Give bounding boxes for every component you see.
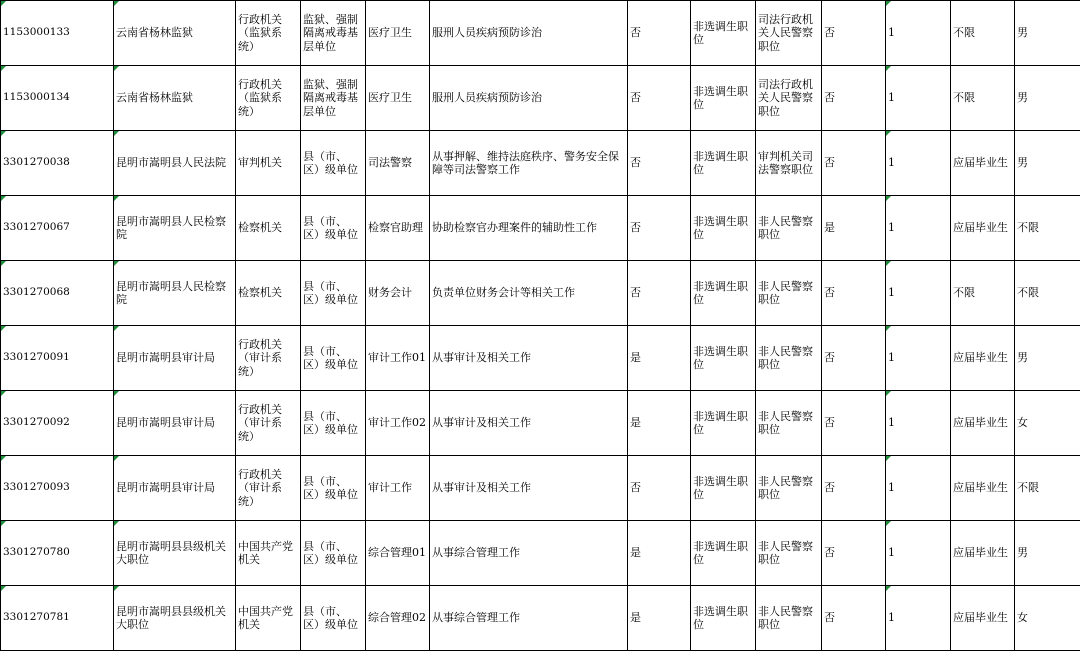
flag-cell-1: 否: [628, 131, 691, 196]
graduate-requirement-cell: 应届毕业生: [951, 456, 1015, 521]
job-duties-cell: 协助检察官办理案件的辅助性工作: [430, 196, 628, 261]
position-name-cell: 医疗卫生: [366, 1, 430, 66]
table-row: [1, 456, 1080, 521]
flag-cell-2: 否: [822, 1, 886, 66]
unit-type-cell: 行政机关（审计系统）: [236, 326, 301, 391]
flag-cell-2: 否: [822, 521, 886, 586]
position-code-cell: 3301270092: [1, 391, 114, 456]
gender-cell: 不限: [1015, 261, 1080, 326]
graduate-requirement-cell: 不限: [951, 66, 1015, 131]
position-name-cell: 财务会计: [366, 261, 430, 326]
unit-type-cell: 行政机关（监狱系统）: [236, 66, 301, 131]
headcount-cell: 1: [886, 326, 951, 391]
unit-type-cell: 中国共产党机关: [236, 521, 301, 586]
flag-cell-1: 是: [628, 326, 691, 391]
selection-type-cell: 非选调生职位: [691, 521, 756, 586]
selection-type-cell: 非选调生职位: [691, 456, 756, 521]
unit-level-cell: 县（市、区）级单位: [301, 131, 366, 196]
graduate-requirement-cell: 不限: [951, 261, 1015, 326]
table-row: [1, 586, 1080, 651]
flag-cell-2: 否: [822, 131, 886, 196]
position-code-cell: 3301270780: [1, 521, 114, 586]
position-code-cell: 3301270067: [1, 196, 114, 261]
job-duties-cell: 从事综合管理工作: [430, 521, 628, 586]
job-duties-cell: 从事审计及相关工作: [430, 456, 628, 521]
headcount-cell: 1: [886, 261, 951, 326]
recruiting-unit-cell: 云南省杨林监狱: [114, 1, 236, 66]
flag-cell-2: 否: [822, 261, 886, 326]
position-name-cell: 审计工作02: [366, 391, 430, 456]
police-category-cell: 非人民警察职位: [756, 391, 822, 456]
recruiting-unit-cell: 云南省杨林监狱: [114, 66, 236, 131]
job-duties-cell: 从事审计及相关工作: [430, 391, 628, 456]
police-category-cell: 司法行政机关人民警察职位: [756, 1, 822, 66]
gender-cell: 男: [1015, 521, 1080, 586]
flag-cell-2: 否: [822, 586, 886, 651]
unit-type-cell: 行政机关（监狱系统）: [236, 1, 301, 66]
flag-cell-2: 否: [822, 391, 886, 456]
selection-type-cell: 非选调生职位: [691, 1, 756, 66]
unit-level-cell: 县（市、区）级单位: [301, 391, 366, 456]
flag-cell-2: 否: [822, 66, 886, 131]
graduate-requirement-cell: 应届毕业生: [951, 326, 1015, 391]
flag-cell-1: 是: [628, 586, 691, 651]
recruiting-unit-cell: 昆明市嵩明县县级机关大职位: [114, 586, 236, 651]
gender-cell: 男: [1015, 326, 1080, 391]
position-code-cell: 3301270068: [1, 261, 114, 326]
gender-cell: 不限: [1015, 456, 1080, 521]
selection-type-cell: 非选调生职位: [691, 66, 756, 131]
headcount-cell: 1: [886, 66, 951, 131]
selection-type-cell: 非选调生职位: [691, 391, 756, 456]
gender-cell: 男: [1015, 1, 1080, 66]
unit-level-cell: 县（市、区）级单位: [301, 326, 366, 391]
job-duties-cell: 从事综合管理工作: [430, 586, 628, 651]
recruiting-unit-cell: 昆明市嵩明县县级机关大职位: [114, 521, 236, 586]
unit-level-cell: 县（市、区）级单位: [301, 261, 366, 326]
unit-level-cell: 监狱、强制隔离戒毒基层单位: [301, 1, 366, 66]
graduate-requirement-cell: 应届毕业生: [951, 131, 1015, 196]
graduate-requirement-cell: 应届毕业生: [951, 391, 1015, 456]
police-category-cell: 司法行政机关人民警察职位: [756, 66, 822, 131]
job-duties-cell: 负责单位财务会计等相关工作: [430, 261, 628, 326]
unit-type-cell: 检察机关: [236, 196, 301, 261]
graduate-requirement-cell: 应届毕业生: [951, 521, 1015, 586]
unit-type-cell: 审判机关: [236, 131, 301, 196]
table-row: [1, 196, 1080, 261]
police-category-cell: 非人民警察职位: [756, 456, 822, 521]
headcount-cell: 1: [886, 196, 951, 261]
selection-type-cell: 非选调生职位: [691, 196, 756, 261]
flag-cell-2: 否: [822, 456, 886, 521]
job-duties-cell: 从事押解、维持法庭秩序、警务安全保障等司法警察工作: [430, 131, 628, 196]
job-duties-cell: 服刑人员疾病预防诊治: [430, 66, 628, 131]
position-name-cell: 检察官助理: [366, 196, 430, 261]
gender-cell: 男: [1015, 131, 1080, 196]
unit-level-cell: 监狱、强制隔离戒毒基层单位: [301, 66, 366, 131]
flag-cell-1: 否: [628, 456, 691, 521]
graduate-requirement-cell: 不限: [951, 1, 1015, 66]
gender-cell: 女: [1015, 391, 1080, 456]
selection-type-cell: 非选调生职位: [691, 131, 756, 196]
police-category-cell: 非人民警察职位: [756, 261, 822, 326]
unit-type-cell: 行政机关（审计系统）: [236, 391, 301, 456]
headcount-cell: 1: [886, 1, 951, 66]
unit-level-cell: 县（市、区）级单位: [301, 521, 366, 586]
gender-cell: 男: [1015, 66, 1080, 131]
flag-cell-1: 否: [628, 196, 691, 261]
graduate-requirement-cell: 应届毕业生: [951, 586, 1015, 651]
flag-cell-1: 否: [628, 66, 691, 131]
recruiting-unit-cell: 昆明市嵩明县人民检察院: [114, 196, 236, 261]
flag-cell-1: 否: [628, 1, 691, 66]
headcount-cell: 1: [886, 586, 951, 651]
job-duties-cell: 服刑人员疾病预防诊治: [430, 1, 628, 66]
position-code-cell: 3301270781: [1, 586, 114, 651]
headcount-cell: 1: [886, 521, 951, 586]
recruiting-unit-cell: 昆明市嵩明县审计局: [114, 391, 236, 456]
table-row: [1, 131, 1080, 196]
recruiting-unit-cell: 昆明市嵩明县人民检察院: [114, 261, 236, 326]
recruiting-unit-cell: 昆明市嵩明县审计局: [114, 326, 236, 391]
position-code-cell: 1153000134: [1, 66, 114, 131]
position-name-cell: 司法警察: [366, 131, 430, 196]
position-code-cell: 3301270093: [1, 456, 114, 521]
position-code-cell: 1153000133: [1, 1, 114, 66]
position-name-cell: 医疗卫生: [366, 66, 430, 131]
flag-cell-1: 否: [628, 261, 691, 326]
table-row: [1, 261, 1080, 326]
table-row: [1, 66, 1080, 131]
police-category-cell: 审判机关司法警察职位: [756, 131, 822, 196]
table-row: [1, 391, 1080, 456]
table-row: [1, 1, 1080, 66]
selection-type-cell: 非选调生职位: [691, 326, 756, 391]
unit-level-cell: 县（市、区）级单位: [301, 456, 366, 521]
job-duties-cell: 从事审计及相关工作: [430, 326, 628, 391]
police-category-cell: 非人民警察职位: [756, 326, 822, 391]
table-row: [1, 326, 1080, 391]
table-body: [1, 1, 1080, 651]
police-category-cell: 非人民警察职位: [756, 521, 822, 586]
position-name-cell: 综合管理01: [366, 521, 430, 586]
police-category-cell: 非人民警察职位: [756, 196, 822, 261]
selection-type-cell: 非选调生职位: [691, 586, 756, 651]
position-name-cell: 审计工作: [366, 456, 430, 521]
position-code-cell: 3301270038: [1, 131, 114, 196]
flag-cell-2: 否: [822, 326, 886, 391]
headcount-cell: 1: [886, 391, 951, 456]
flag-cell-2: 是: [822, 196, 886, 261]
selection-type-cell: 非选调生职位: [691, 261, 756, 326]
gender-cell: 女: [1015, 586, 1080, 651]
gender-cell: 不限: [1015, 196, 1080, 261]
unit-type-cell: 检察机关: [236, 261, 301, 326]
recruiting-unit-cell: 昆明市嵩明县审计局: [114, 456, 236, 521]
flag-cell-1: 是: [628, 391, 691, 456]
position-name-cell: 综合管理02: [366, 586, 430, 651]
position-code-cell: 3301270091: [1, 326, 114, 391]
graduate-requirement-cell: 应届毕业生: [951, 196, 1015, 261]
unit-level-cell: 县（市、区）级单位: [301, 586, 366, 651]
police-category-cell: 非人民警察职位: [756, 586, 822, 651]
unit-type-cell: 行政机关（审计系统）: [236, 456, 301, 521]
recruiting-unit-cell: 昆明市嵩明县人民法院: [114, 131, 236, 196]
unit-level-cell: 县（市、区）级单位: [301, 196, 366, 261]
unit-type-cell: 中国共产党机关: [236, 586, 301, 651]
table-row: [1, 521, 1080, 586]
position-name-cell: 审计工作01: [366, 326, 430, 391]
headcount-cell: 1: [886, 131, 951, 196]
flag-cell-1: 是: [628, 521, 691, 586]
headcount-cell: 1: [886, 456, 951, 521]
